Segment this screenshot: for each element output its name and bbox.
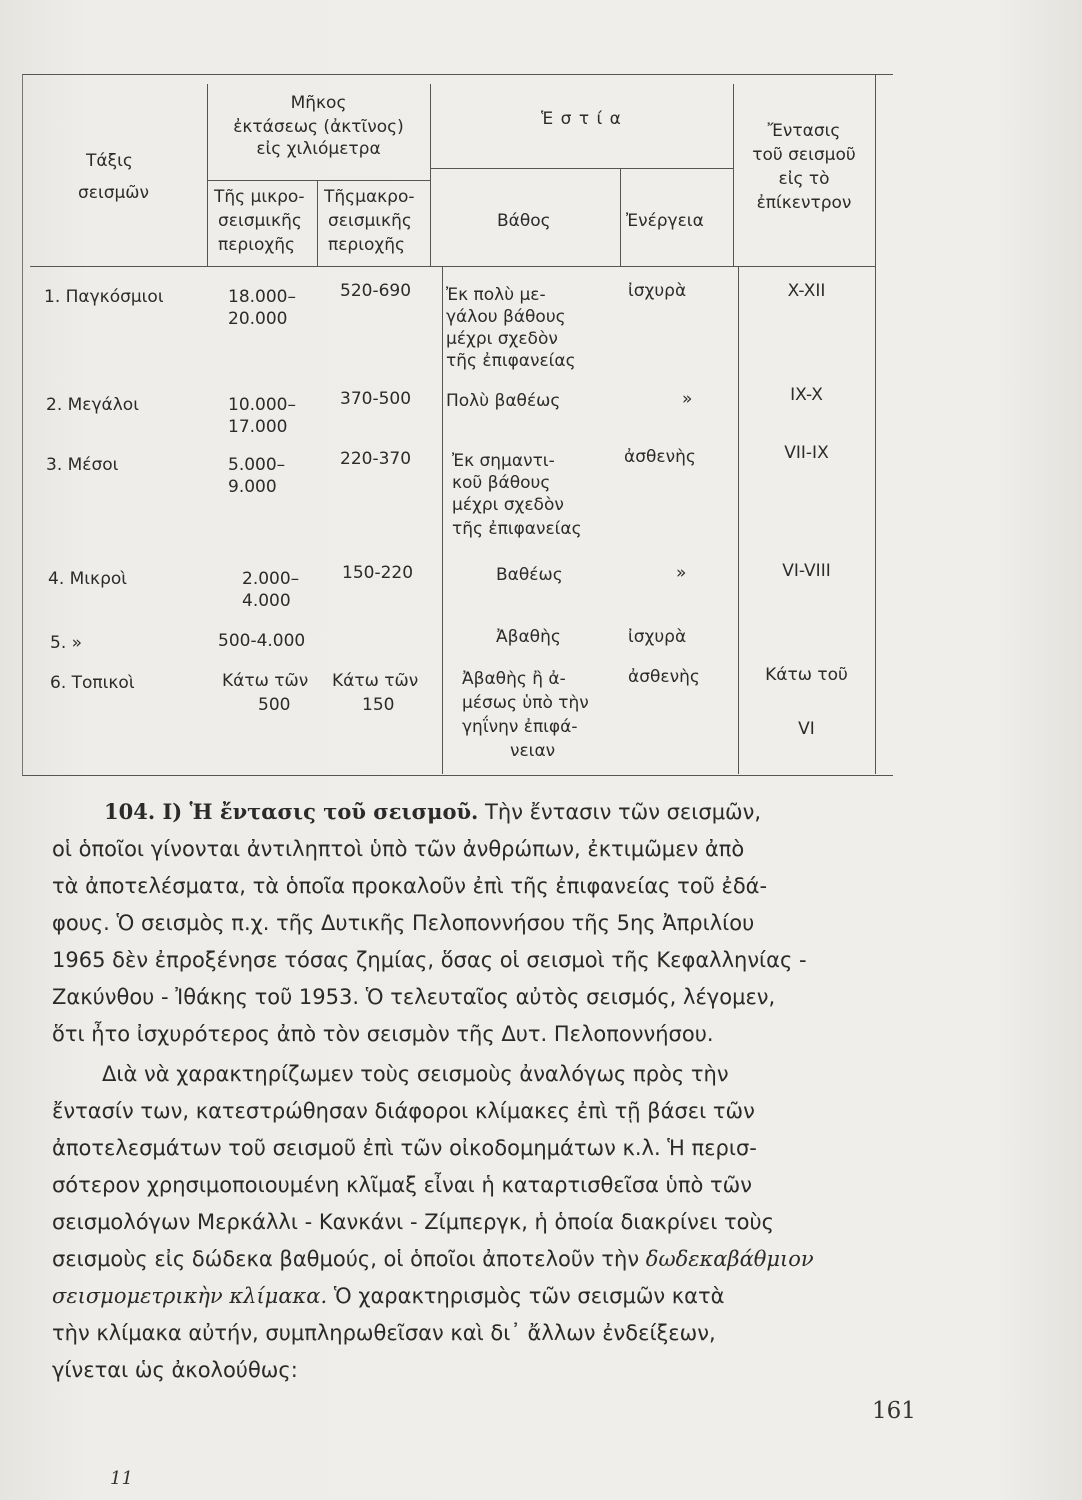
row-class: 6. Τοπικοὶ [50,673,135,693]
header-intensity-3: εἰς τὸ [778,169,830,189]
row-depth: κοῦ βάθους [452,473,551,493]
header-length-1: Μῆκος [290,93,347,113]
header-intensity-2: τοῦ σεισμοῦ [752,145,856,165]
row-depth: Ἐκ πολὺ με- [446,285,546,305]
table-divider [430,168,733,169]
header-length-2: ἐκτάσεως (ἀκτῖνος) [233,117,404,137]
row-micro: 18.000– [228,287,296,307]
row-depth: Ἀβαθὴς [496,627,561,647]
row-intensity: X-XII [787,281,826,301]
header-micro-1: Τῆς μικρο- [214,187,305,207]
paragraph-text: Ὁ χαρακτηρισμὸς τῶν σεισμῶν κατὰ [327,1284,725,1308]
table-divider [207,180,431,181]
row-energy: » [676,563,687,583]
paragraph-line: σεισμολόγων Μερκάλλι - Κανκάνι - Ζίμπεργκ, ἡ ὁποία διακρίνει τοὺς [52,1210,774,1234]
paragraph-line [52,1278,725,1315]
row-intensity: Κάτω τοῦ [765,665,848,685]
paragraph-text: σεισμοὺς εἰς δώδεκα βαθμούς, οἱ ὁποῖοι ἀποτελοῦν τὴν [52,1247,640,1271]
row-micro: 17.000 [228,417,288,437]
header-micro-3: περιοχῆς [218,235,295,255]
row-micro: 10.000– [228,395,296,415]
row-depth: τῆς ἐπιφανείας [446,351,576,371]
paragraph-line: γίνεται ὡς ἀκολούθως: [52,1358,298,1382]
row-class: 1. Παγκόσμιοι [44,287,164,307]
paragraph-line: ἀποτελεσμάτων τοῦ σεισμοῦ ἐπὶ τῶν οἰκοδομημάτων κ.λ. Ἡ περισ- [52,1136,757,1160]
paragraph-line: 1965 δὲν ἐπροξένησε τόσας ζημίας, ὅσας οἱ σεισμοὶ τῆς Κεφαλληνίας - [52,948,807,972]
row-depth: Ἀβαθὴς ἢ ἀ- [462,669,566,689]
header-intensity-1: Ἔντασις [767,121,841,141]
paragraph-line: ἔντασίν των, κατεστρώθησαν διάφοροι κλίμακες ἐπὶ τῇ βάσει τῶν [52,1099,755,1123]
row-macro: 370-500 [340,389,412,409]
row-depth: τῆς ἐπιφανείας [452,519,582,539]
row-depth: μέσως ὑπὸ τὴν [462,693,589,713]
row-micro: 500-4.000 [218,631,306,651]
italic-term: δωδεκαβάθμιον [645,1247,814,1271]
row-class: 4. Μικροὶ [48,569,128,589]
header-class-1: Τάξις [86,151,133,171]
row-depth: μέχρι σχεδὸν [446,329,558,349]
header-macro-1: Τῆςμακρο- [324,187,415,207]
row-intensity: VII-IX [784,443,829,463]
row-depth: μέχρι σχεδὸν [452,495,564,515]
row-micro: 5.000– [228,455,286,475]
header-length-3: εἰς χιλιόμετρα [256,139,381,159]
table-divider [442,266,443,774]
paragraph-line: Διὰ νὰ χαρακτηρίζωμεν τοὺς σεισμοὺς ἀναλόγως πρὸς τὴν [102,1062,729,1086]
header-energy: Ἐνέργεια [626,211,704,231]
header-class-2: σεισμῶν [78,183,150,203]
row-micro: 4.000 [242,591,291,611]
header-macro-2: σεισμικῆς [328,211,412,231]
paragraph-line: ὅτι ἦτο ἰσχυρότερος ἀπὸ τὸν σεισμὸν τῆς Δυτ. Πελοποννήσου. [52,1022,714,1046]
row-class: 3. Μέσοι [46,455,119,475]
row-depth: γάλου βάθους [446,307,566,327]
table-divider [738,266,739,774]
row-macro: 520-690 [340,281,412,301]
paragraph-line: οἱ ὁποῖοι γίνονται ἀντιληπτοὶ ὑπὸ τῶν ἀνθρώπων, ἐκτιμῶμεν ἀπὸ [52,837,745,861]
header-macro-3: περιοχῆς [328,235,405,255]
row-class: 2. Μεγάλοι [46,395,139,415]
paragraph-text: Τὴν ἔντασιν τῶν σεισμῶν, [478,800,762,824]
row-class: 5. » [50,633,83,653]
paragraph-line [104,794,761,831]
row-macro: Κάτω τῶν [332,671,419,691]
table-divider [30,266,875,267]
row-micro: 9.000 [228,477,277,497]
header-focus: Ἑ σ τ ί α [541,109,622,129]
header-micro-2: σεισμικῆς [218,211,302,231]
row-energy: ἰσχυρὰ [628,627,687,647]
header-depth: Βάθος [497,211,551,231]
row-energy: ἀσθενὴς [628,667,700,687]
row-micro: 2.000– [242,569,300,589]
row-micro: 20.000 [228,309,288,329]
row-intensity: IX-X [790,385,823,405]
paragraph-line: τὴν κλίμακα αὐτήν, συμπληρωθεῖσαν καὶ δι᾽ ἄλλων ἐνδείξεων, [52,1321,716,1345]
paragraph-line: Ζακύνθου - Ἰθάκης τοῦ 1953. Ὁ τελευταῖος αὐτὸς σεισμός, λέγομεν, [52,985,776,1009]
row-depth: Πολὺ βαθέως [446,391,561,411]
row-energy: ἀσθενὴς [624,447,696,467]
paragraph-line: σότερον χρησιμοποιουμένη κλῖμαξ εἶναι ἡ καταρτισθεῖσα ὑπὸ τῶν [52,1173,752,1197]
page-number: 161 [872,1398,916,1424]
row-intensity: VI [798,719,815,739]
signature-mark: 11 [110,1468,133,1489]
section-heading: 104. Ι) Ἡ ἔντασις τοῦ σεισμοῦ. [104,799,479,824]
table-divider [317,180,318,266]
paragraph-line: τὰ ἀποτελέσματα, τὰ ὁποῖα προκαλοῦν ἐπὶ τῆς ἐπιφανείας τοῦ ἐδά- [52,874,768,898]
row-micro: Κάτω τῶν [222,671,309,691]
header-intensity-4: ἐπίκεντρον [756,193,852,213]
row-macro: 220-370 [340,449,412,469]
row-energy: ἰσχυρὰ [628,281,687,301]
row-intensity: VI-VIII [782,561,831,581]
table-divider [875,74,876,774]
row-depth: Βαθέως [496,565,563,585]
paragraph-line [52,1241,814,1278]
italic-term: σεισμομετρικὴν κλίμακα. [52,1284,328,1308]
row-depth: νειαν [510,741,556,761]
row-macro: 150-220 [342,563,414,583]
row-energy: » [682,389,693,409]
table-divider [620,168,621,266]
row-depth: γηΐνην ἐπιφά- [462,717,578,737]
row-micro: 500 [258,695,291,715]
row-depth: Ἐκ σημαντι- [452,451,555,471]
row-macro: 150 [362,695,395,715]
paragraph-line: φους. Ὁ σεισμὸς π.χ. τῆς Δυτικῆς Πελοποννήσου τῆς 5ης Ἀπριλίου [52,911,755,935]
